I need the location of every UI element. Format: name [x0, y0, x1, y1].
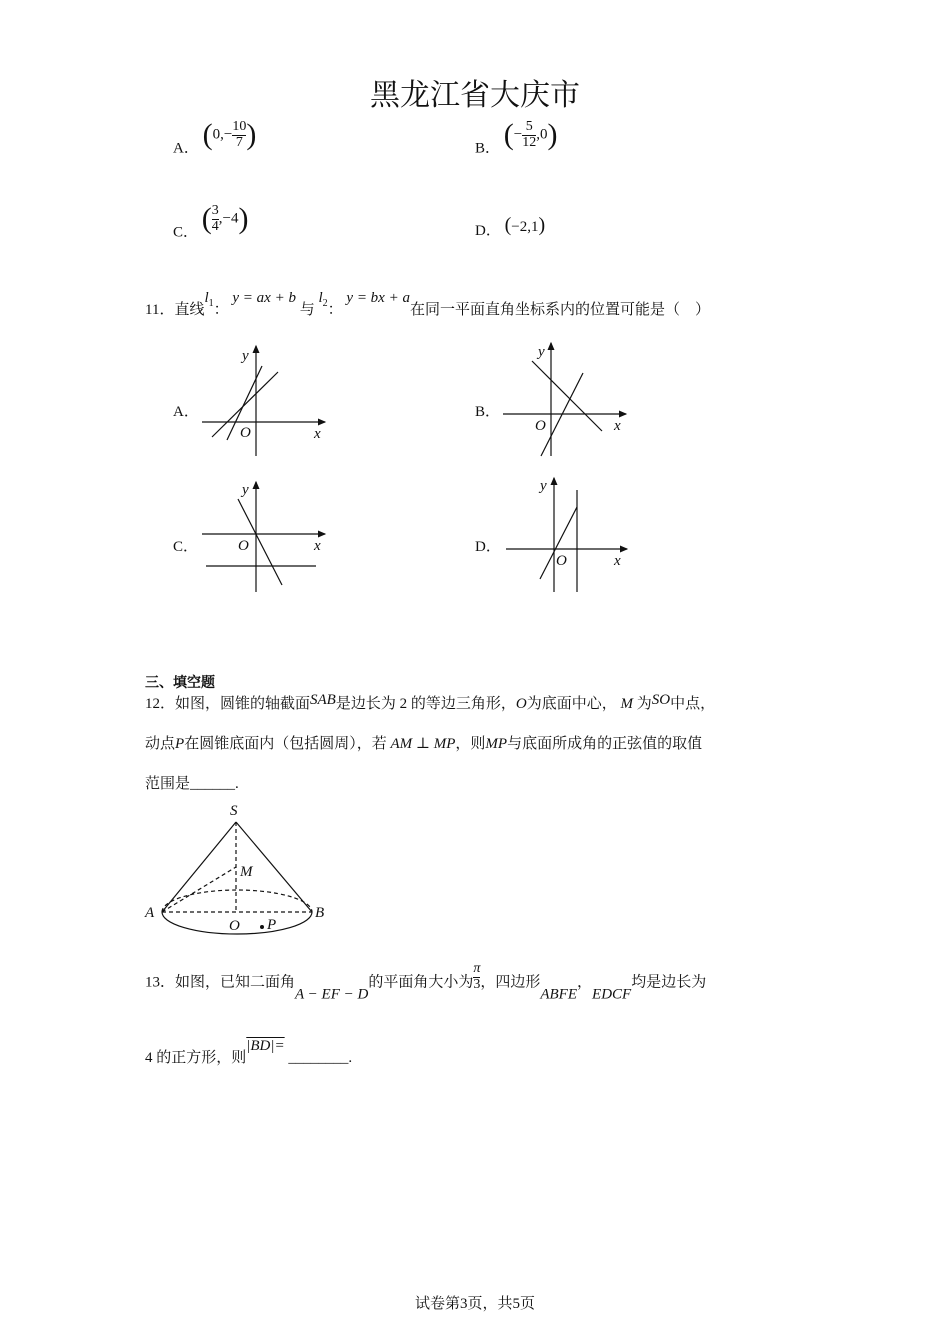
- q11b-axis-x: x: [614, 418, 621, 434]
- cone-label-s: S: [230, 803, 238, 819]
- q11-option-c-label: C．: [173, 539, 199, 555]
- q13-line2: 4 的正方形，则|BD|= ________.: [145, 1038, 353, 1066]
- q11b-axis-y: y: [538, 344, 545, 360]
- cone-label-a: A: [145, 905, 155, 921]
- q11-option-b-label: B．: [475, 404, 501, 420]
- q12-cone-figure: [140, 795, 340, 945]
- cone-label-m: M: [240, 864, 253, 880]
- q11-stem: 11．直线$l_1$： y = ax + b 与 $l_2$： y = bx + a在同一平面直角坐标系内的位置可能是（ ）: [145, 290, 710, 318]
- section-heading: 三、填空题: [145, 675, 215, 691]
- q11-option-d-label: D．: [475, 539, 501, 555]
- q12-line2: 动点P在圆锥底面内（包括圆周），若 AM ⊥ MP，则MP与底面所成角的正弦值的取值: [145, 736, 703, 752]
- q11c-origin: O: [238, 538, 249, 554]
- page-title: 黑龙江省大庆市: [370, 79, 580, 112]
- page-footer: 试卷第3页，共5页: [414, 1296, 535, 1312]
- q12-line1: 12．如图，圆锥的轴截面SAB是边长为 2 的等边三角形，O为底面中心， M 为SO中点，: [145, 692, 716, 712]
- cone-label-b: B: [315, 905, 325, 921]
- q11d-axis-y: y: [540, 478, 547, 494]
- q10-option-a: A． (0,− $\frac{10}{7}$ ): [173, 118, 257, 157]
- q11d-origin: O: [556, 553, 567, 569]
- q13-line1: 13．如图，已知二面角A − EF − D的平面角大小为 $\frac{\pi}{3}$ ，四边形ABFE，EDCF均是边长为: [145, 961, 707, 1003]
- cone-label-p: P: [267, 917, 277, 933]
- q11a-axis-x: x: [314, 426, 321, 442]
- q11b-origin: O: [535, 418, 546, 434]
- q10-option-b: B． (− $\frac{5}{12}$ ,0): [475, 118, 558, 157]
- q11c-axis-y: y: [242, 482, 249, 498]
- q11c-axis-x: x: [314, 538, 321, 554]
- q10-option-d: D． (−2,1): [475, 214, 546, 239]
- q11a-origin: O: [240, 425, 251, 441]
- cone-label-o: O: [229, 918, 240, 934]
- q11a-axis-y: y: [242, 348, 249, 364]
- q11d-axis-x: x: [614, 553, 621, 569]
- q11-option-a-label: A．: [173, 404, 199, 420]
- q10-option-c: C． ( $\frac{3}{4}$ ,−4): [173, 202, 249, 241]
- q12-line3: 范围是______.: [145, 776, 239, 792]
